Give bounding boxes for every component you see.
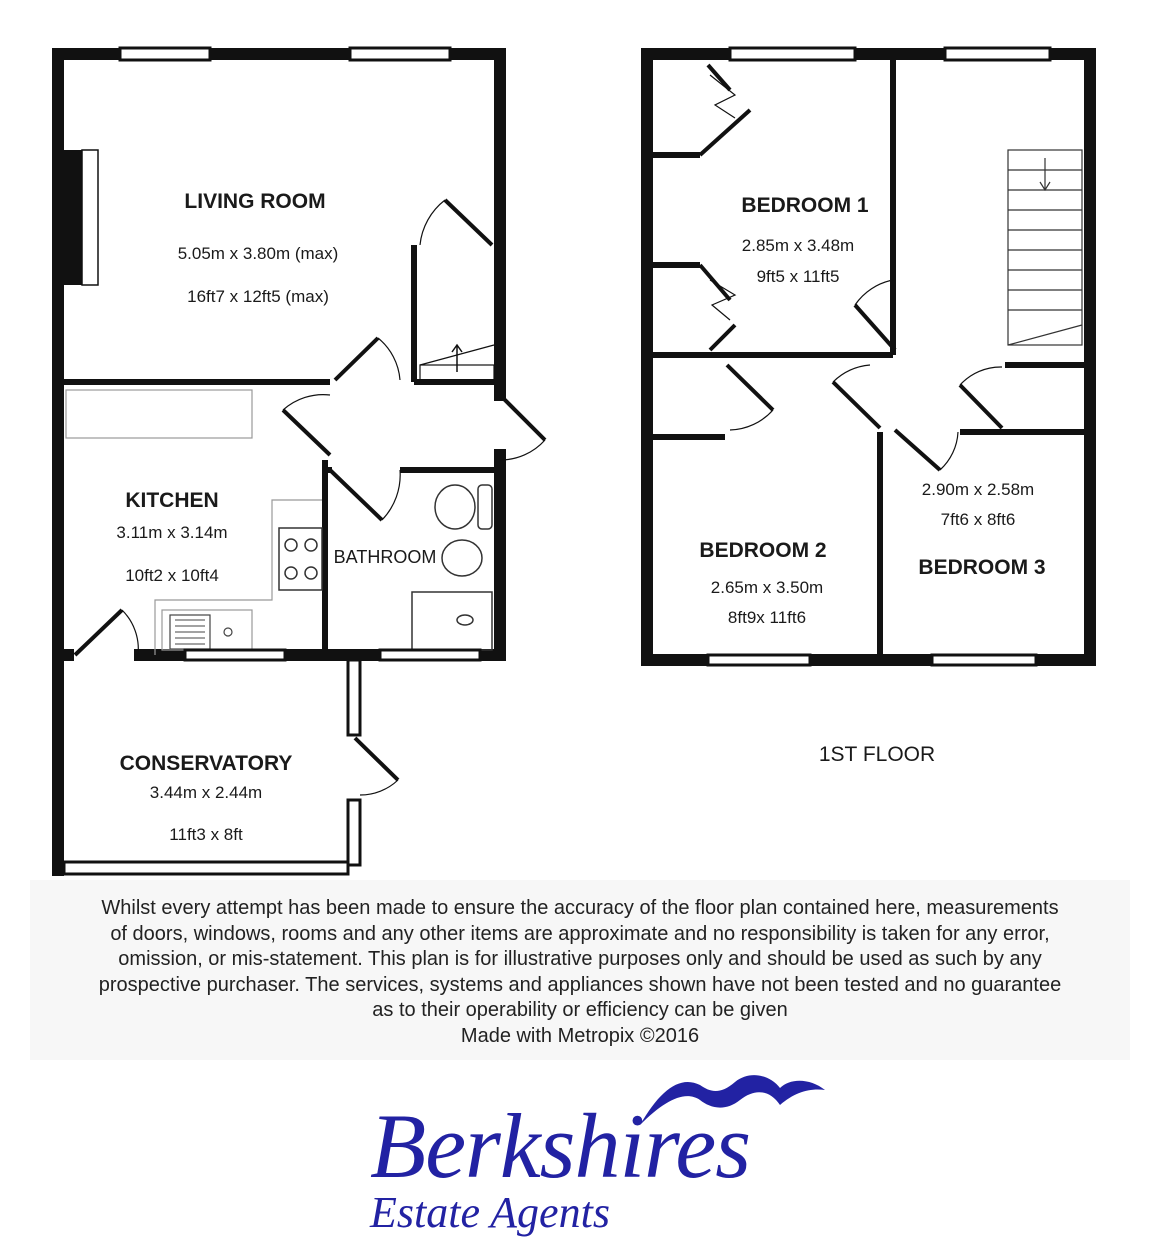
conservatory-label: CONSERVATORY (119, 752, 293, 775)
kitchen-label: KITCHEN (125, 489, 219, 512)
logo-name: Berkshires (370, 1095, 751, 1197)
conservatory-imperial: 11ft3 x 8ft (169, 825, 243, 844)
disclaimer-line: omission, or mis-statement. This plan is for illustrative purposes only and should be used as such by any (118, 948, 1042, 970)
berkshires-logo (360, 1065, 860, 1245)
bedroom1-metric: 2.85m x 3.48m (741, 236, 855, 255)
disclaimer-line: Whilst every attempt has been made to ensure the accuracy of the floor plan contained here, measurements (101, 897, 1059, 919)
first-floor-label: 1ST FLOOR (818, 743, 936, 766)
kitchen-imperial: 10ft2 x 10ft4 (125, 566, 219, 585)
bedroom2-imperial: 8ft9x 11ft6 (727, 608, 807, 627)
disclaimer-line: of doors, windows, rooms and any other items are approximate and no responsibility is taken for any error, (110, 922, 1050, 945)
bedroom3-metric: 2.90m x 2.58m (921, 480, 1035, 499)
logo-tagline: Estate Agents (370, 1188, 610, 1237)
bedroom2-metric: 2.65m x 3.50m (710, 578, 824, 597)
bedroom3-imperial: 7ft6 x 8ft6 (940, 510, 1016, 529)
living-room-imperial: 16ft7 x 12ft5 (max) (187, 287, 329, 306)
disclaimer-line: prospective purchaser. The services, systems and appliances shown have not been tested and no guarantee (98, 973, 1062, 996)
kitchen-metric: 3.11m x 3.14m (116, 523, 228, 542)
disclaimer (30, 880, 1130, 1060)
bedroom3-label: BEDROOM 3 (918, 556, 1046, 579)
living-room-label: LIVING ROOM (184, 190, 326, 213)
ground-floor-plan (58, 48, 545, 874)
bedroom2-label: BEDROOM 2 (699, 539, 827, 562)
living-room-metric: 5.05m x 3.80m (max) (177, 244, 339, 263)
bathroom-label: BATHROOM (333, 547, 437, 567)
bedroom1-imperial: 9ft5 x 11ft5 (756, 267, 840, 286)
disclaimer-line: as to their operability or efficiency can be given (372, 999, 788, 1021)
bedroom1-label: BEDROOM 1 (741, 194, 869, 217)
disclaimer-credit: Made with Metropix ©2016 (460, 1024, 700, 1047)
conservatory-metric: 3.44m x 2.44m (149, 783, 263, 802)
